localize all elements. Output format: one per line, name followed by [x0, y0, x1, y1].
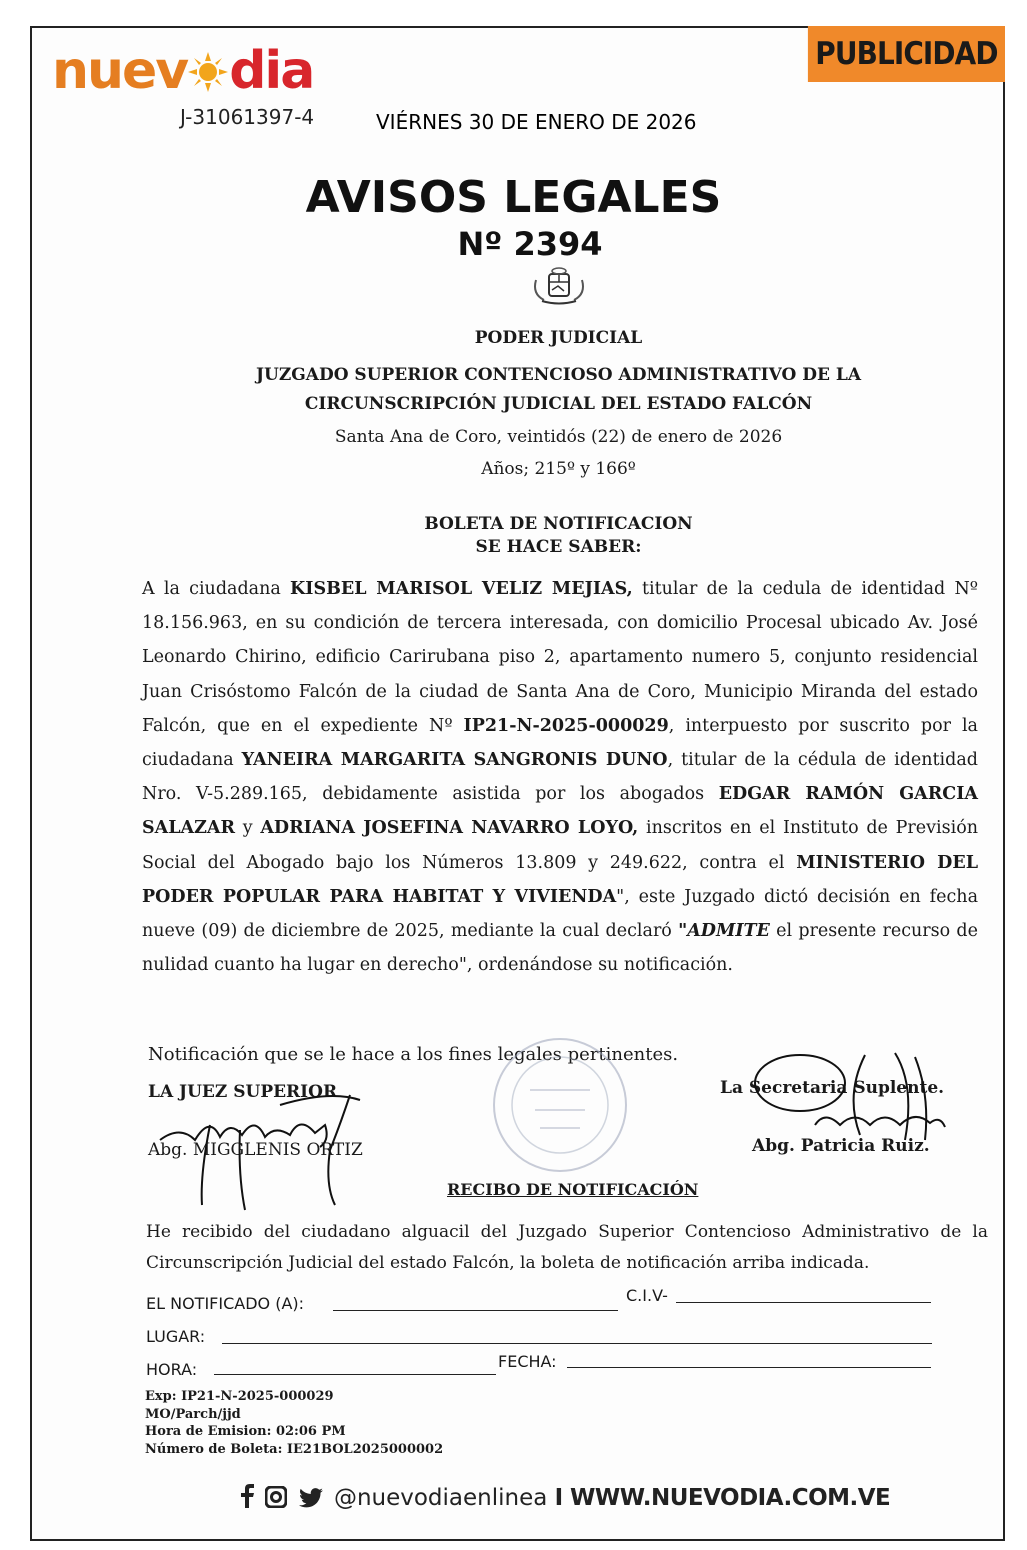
recibo-title: RECIBO DE NOTIFICACIÓN — [447, 1180, 699, 1199]
facebook-icon[interactable] — [240, 1484, 254, 1514]
newspaper-logo — [52, 41, 314, 101]
body-bold: "ADMITE — [678, 921, 770, 942]
body-bold: MINISTERIO DEL PODER POPULAR PARA HABITAT Y VIVIENDA — [142, 852, 979, 907]
edition-date: VIÉRNES 30 DE ENERO DE 2026 — [376, 110, 697, 134]
body-bold: IP21-N-2025-000029 — [463, 715, 669, 736]
years: Años; 215º y 166º — [481, 459, 636, 479]
section-title: AVISOS LEGALES — [305, 172, 722, 223]
notificado-line[interactable] — [333, 1310, 618, 1311]
judge-name: Abg. MIGGLENIS ORTIZ — [148, 1140, 363, 1160]
secretary-name: Abg. Patricia Ruiz. — [752, 1136, 930, 1156]
body-text: ", este Juzgado dictó decisión en fecha nueve (09) de diciembre de 2025, mediante la cual declaró — [142, 886, 978, 942]
rif-number: J-31061397-4 — [180, 105, 315, 129]
body-text: titular de la cedula de identidad Nº 18.156.963, en su condición de tercera interesada, con domicilio Procesal ubicado Av. José Leonardo Chirino, edificio Carirubana piso 2, apartamento numero 5, conjunto residencial Juan Crisóstomo Falcón de la ciudad de Santa Ana de Coro, Municipio Miranda del estado Falcón, que en el expediente Nº — [142, 579, 979, 736]
court-header-line3: CIRCUNSCRIPCIÓN JUDICIAL DEL ESTADO FALCÓN — [304, 394, 813, 414]
meta-ref: MO/Parch/jjd — [145, 1406, 241, 1422]
civ-line[interactable] — [676, 1302, 931, 1303]
logo-text-part1: nuev — [52, 41, 188, 101]
body-text: , interpuesto por suscrito por la ciudadana — [142, 715, 978, 771]
secretary-signature — [745, 1045, 965, 1169]
instagram-icon[interactable] — [265, 1486, 287, 1514]
judge-title: LA JUEZ SUPERIOR — [148, 1082, 338, 1102]
fecha-line[interactable] — [567, 1367, 931, 1368]
hora-label: HORA: — [146, 1360, 198, 1379]
publicidad-tag: PUBLICIDAD — [808, 26, 1005, 82]
notificado-label: EL NOTIFICADO (A): — [146, 1294, 305, 1313]
body-text: y — [235, 818, 261, 839]
body-text: el presente recurso de nulidad cuanto ha lugar en derecho", ordenándose su notificación. — [142, 921, 978, 976]
footer-separator: I — [554, 1485, 563, 1511]
court-header-line2: JUZGADO SUPERIOR CONTENCIOSO ADMINISTRATIVO DE LA — [255, 365, 862, 385]
boleta-title: BOLETA DE NOTIFICACION — [424, 514, 693, 534]
social-handle[interactable]: @nuevodiaenlinea — [333, 1485, 548, 1511]
website-link[interactable]: WWW.NUEVODIA.COM.VE — [570, 1485, 891, 1511]
meta-exp: Exp: IP21-N-2025-000029 — [145, 1389, 334, 1404]
notification-body — [142, 572, 978, 982]
notice-number: Nº 2394 — [457, 225, 603, 263]
document-metadata — [145, 1388, 443, 1458]
footer — [240, 1484, 890, 1514]
sun-logo-icon — [188, 49, 228, 89]
logo-text-part2: dia — [229, 41, 314, 101]
twitter-icon[interactable] — [299, 1488, 323, 1514]
body-bold: ADRIANA JOSEFINA NAVARRO LOYO, — [260, 818, 639, 839]
body-text: , titular de la cédula de identidad Nro. V-5.289.165, debidamente asistida por los abogados — [142, 750, 978, 805]
secretary-title: La Secretaria Suplente. — [720, 1078, 945, 1098]
court-header-line1: PODER JUDICIAL — [474, 328, 643, 348]
closing-sentence: Notificación que se le hace a los fines legales pertinentes. — [148, 1044, 679, 1065]
body-bold: KISBEL MARISOL VELIZ MEJIAS, — [290, 579, 633, 599]
judge-signature — [150, 1085, 420, 1219]
lugar-line[interactable] — [222, 1343, 932, 1344]
lugar-label: LUGAR: — [146, 1327, 206, 1346]
court-stamp — [480, 1030, 640, 1184]
civ-label: C.I.V- — [626, 1286, 668, 1305]
coat-of-arms-icon — [528, 266, 590, 310]
body-bold: YANEIRA MARGARITA SANGRONIS DUNO — [241, 750, 668, 771]
place-and-date: Santa Ana de Coro, veintidós (22) de enero de 2026 — [334, 427, 783, 447]
boleta-subtitle: SE HACE SABER: — [475, 537, 642, 557]
hora-line[interactable] — [214, 1374, 496, 1375]
body-text: A la ciudadana — [142, 579, 291, 599]
meta-hora: Hora de Emision: 02:06 PM — [145, 1424, 346, 1439]
fecha-label: FECHA: — [498, 1352, 557, 1371]
body-bold: EDGAR RAMÓN GARCIA SALAZAR — [142, 784, 978, 839]
body-text: inscritos en el Instituto de Previsión Social del Abogado bajo los Números 13.809 y 249.622, contra el — [142, 818, 978, 873]
recibo-text: He recibido del ciudadano alguacil del Juzgado Superior Contencioso Administrativo de la Circunscripción Judicial del estado Falcón, la boleta de notificación arriba indicada. — [146, 1222, 988, 1273]
meta-boleta: Número de Boleta: IE21BOL2025000002 — [145, 1441, 444, 1457]
